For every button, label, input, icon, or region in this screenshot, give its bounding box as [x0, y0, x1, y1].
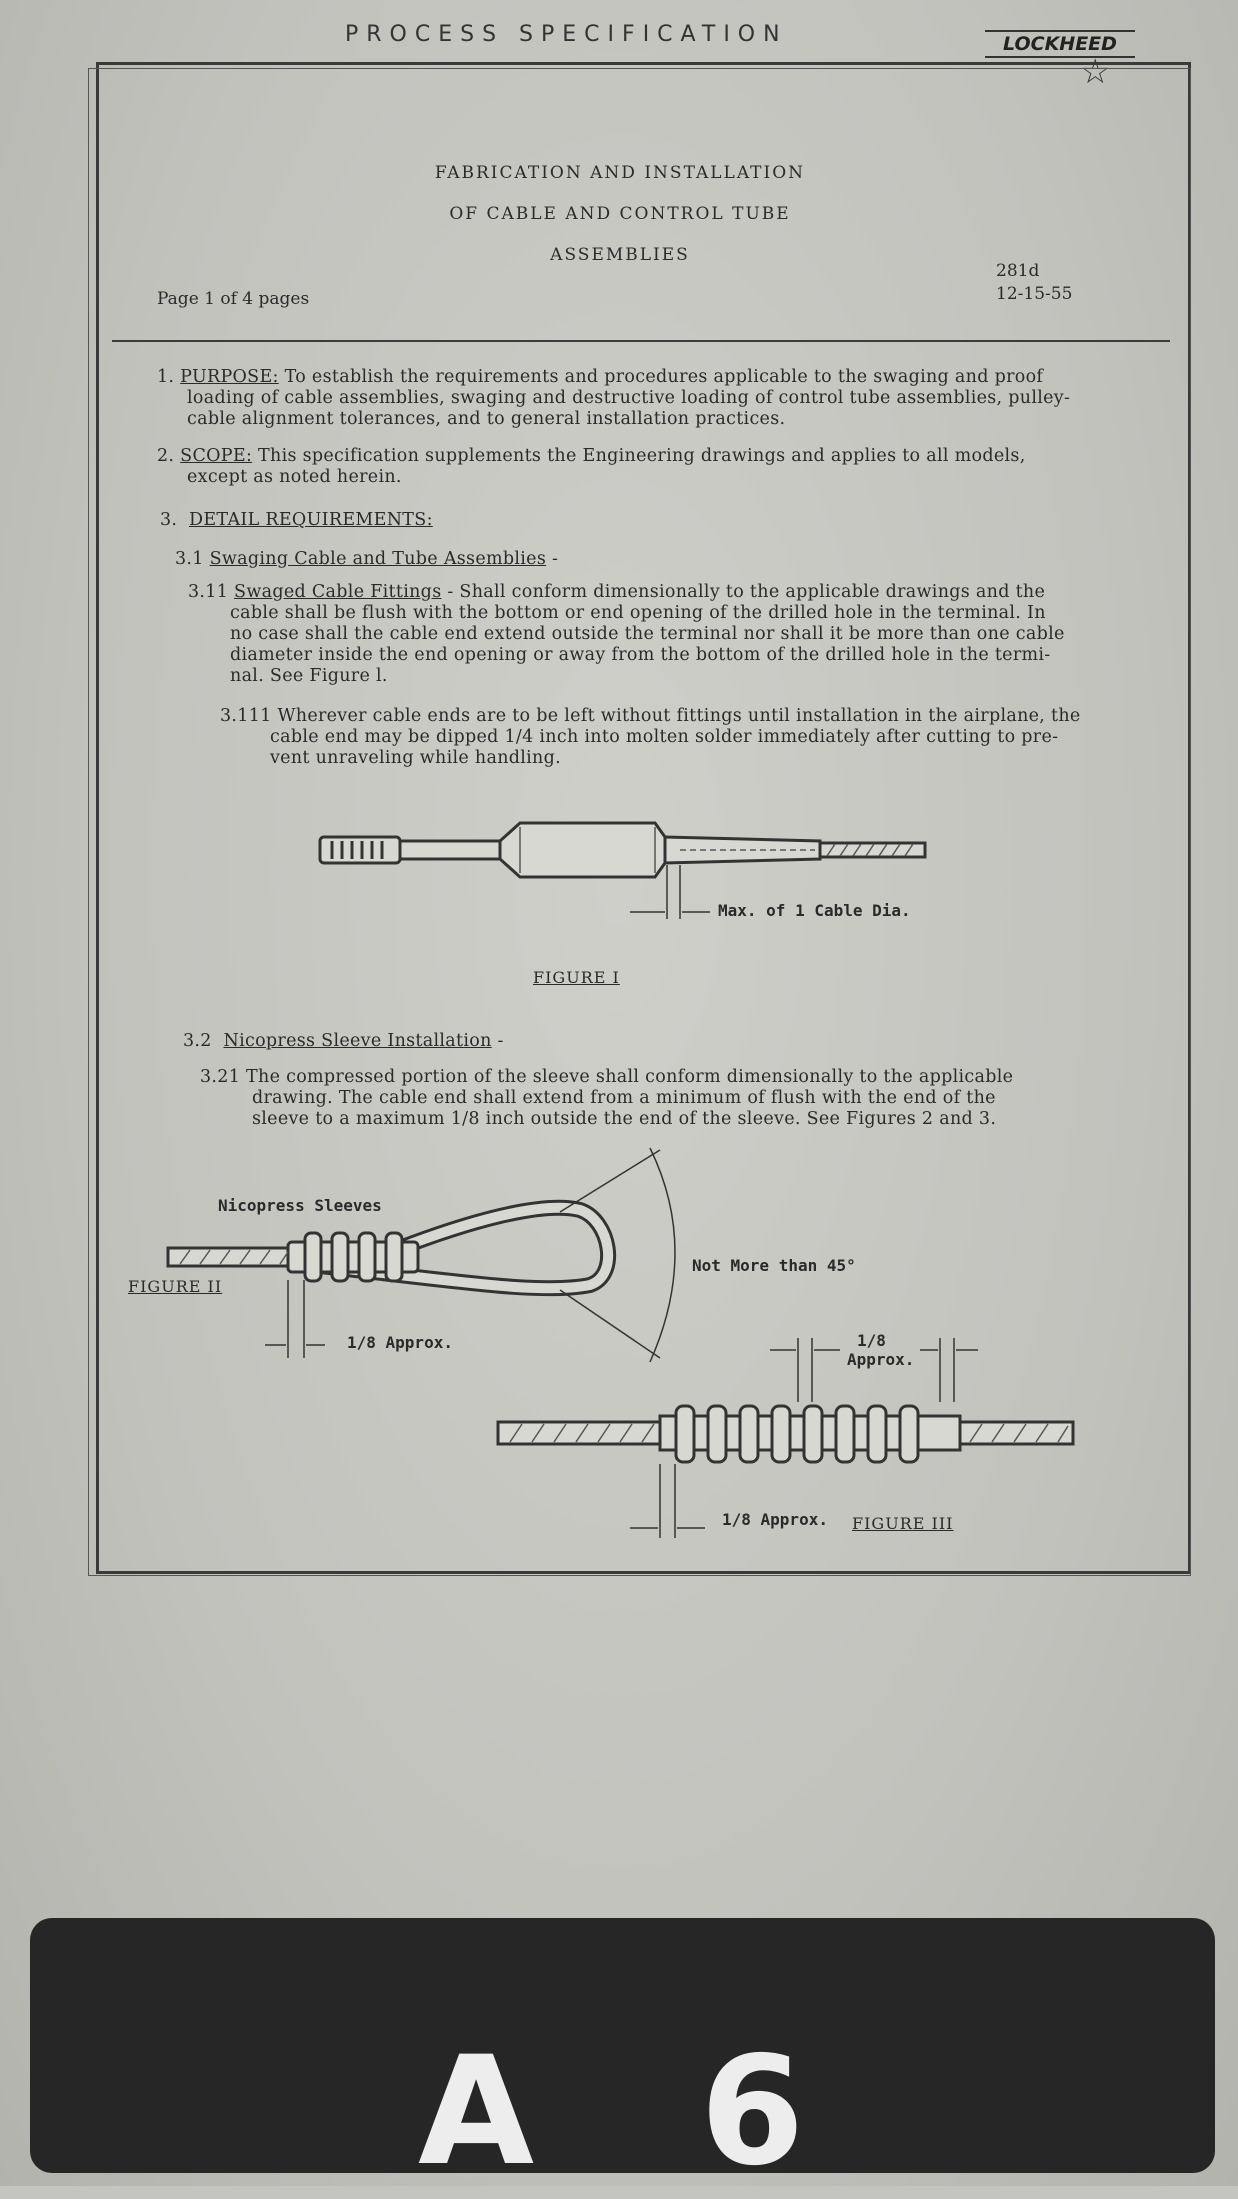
header-rule — [112, 340, 1170, 342]
section-text: cable alignment tolerances, and to general installation practices. — [187, 409, 786, 429]
spec-date: 12-15-55 — [996, 284, 1073, 304]
section-heading: PURPOSE: — [180, 367, 279, 387]
doc-title-line2: OF CABLE AND CONTROL TUBE — [449, 204, 791, 224]
section-text: 3.21 The compressed portion of the sleeve shall conform dimensionally to the applicable — [200, 1067, 1014, 1087]
section-text: no case shall the cable end extend outside the terminal nor shall it be more than one cable — [230, 624, 1065, 644]
section-scope — [157, 446, 1157, 488]
section-text: drawing. The cable end shall extend from a minimum of flush with the end of the — [252, 1088, 996, 1108]
figure-2-label: Nicopress Sleeves — [218, 1196, 382, 1215]
section-heading: Swaged Cable Fittings — [234, 582, 442, 602]
lockheed-logo: LOCKHEED — [985, 30, 1135, 58]
section-3-2: 3.2 Nicopress Sleeve Installation - — [183, 1031, 504, 1051]
section-number: 3.1 — [175, 549, 204, 569]
figure-3-dimension-top-approx: Approx. — [847, 1350, 915, 1369]
section-3-11 — [188, 582, 1148, 687]
figure-1-note: Max. of 1 Cable Dia. — [718, 901, 911, 920]
section-number: 2. — [157, 446, 175, 466]
page-count: Page 1 of 4 pages — [157, 289, 310, 309]
section-text: 3.111 Wherever cable ends are to be left without fittings until installation in the airplane, the — [220, 706, 1081, 726]
figure-3-caption: FIGURE III — [852, 1514, 954, 1533]
section-3-1: 3.1 Swaging Cable and Tube Assemblies - — [175, 549, 559, 569]
microfiche-index-tab — [30, 1918, 1215, 2173]
figure-2-caption: FIGURE II — [128, 1277, 223, 1296]
angle-note: Not More than 45° — [692, 1256, 856, 1275]
figure-3-dimension-top: 1/8 — [857, 1331, 886, 1350]
section-3-21 — [200, 1067, 1150, 1130]
section-heading: Nicopress Sleeve Installation — [223, 1031, 492, 1051]
tab-number: 6 — [700, 2025, 805, 2199]
section-heading: Swaging Cable and Tube Assemblies — [209, 549, 547, 569]
section-detail-requirements — [160, 510, 433, 531]
section-text: loading of cable assemblies, swaging and destructive loading of control tube assemblies, pulley- — [187, 388, 1071, 408]
tab-letter: A — [418, 2025, 535, 2199]
section-number: 3. — [160, 510, 178, 530]
star-logo-icon: ☆ — [1080, 52, 1111, 92]
section-number: 3.2 — [183, 1031, 212, 1051]
section-text: To establish the requirements and procedures applicable to the swaging and proof — [284, 367, 1044, 387]
spec-header-title: PROCESS SPECIFICATION — [345, 22, 788, 47]
section-heading: DETAIL REQUIREMENTS: — [189, 510, 433, 530]
section-heading: SCOPE: — [180, 446, 253, 466]
section-text: sleeve to a maximum 1/8 inch outside the end of the sleeve. See Figures 2 and 3. — [252, 1109, 997, 1129]
doc-title-line3: ASSEMBLIES — [550, 245, 690, 265]
figure-1-caption: FIGURE I — [533, 968, 620, 987]
section-number: 3.11 — [188, 582, 229, 602]
section-text: except as noted herein. — [187, 467, 402, 487]
section-text: diameter inside the end opening or away from the bottom of the drilled hole in the termi- — [230, 645, 1051, 665]
figure-2-dimension: 1/8 Approx. — [347, 1333, 453, 1352]
section-text: This specification supplements the Engineering drawings and applies to all models, — [258, 446, 1026, 466]
figure-3-dimension-bottom: 1/8 Approx. — [722, 1510, 828, 1529]
section-text: nal. See Figure l. — [230, 666, 388, 686]
spec-number: 281d — [996, 261, 1040, 281]
section-text: - Shall conform dimensionally to the applicable drawings and the — [441, 582, 1046, 602]
section-3-111 — [220, 706, 1150, 769]
doc-title-line1: FABRICATION AND INSTALLATION — [434, 163, 806, 183]
section-purpose — [157, 367, 1157, 430]
section-text: cable end may be dipped 1/4 inch into molten solder immediately after cutting to pre- — [270, 727, 1059, 747]
section-number: 1. — [157, 367, 175, 387]
section-text: cable shall be flush with the bottom or end opening of the drilled hole in the terminal. In — [230, 603, 1046, 623]
section-text: vent unraveling while handling. — [270, 748, 561, 768]
